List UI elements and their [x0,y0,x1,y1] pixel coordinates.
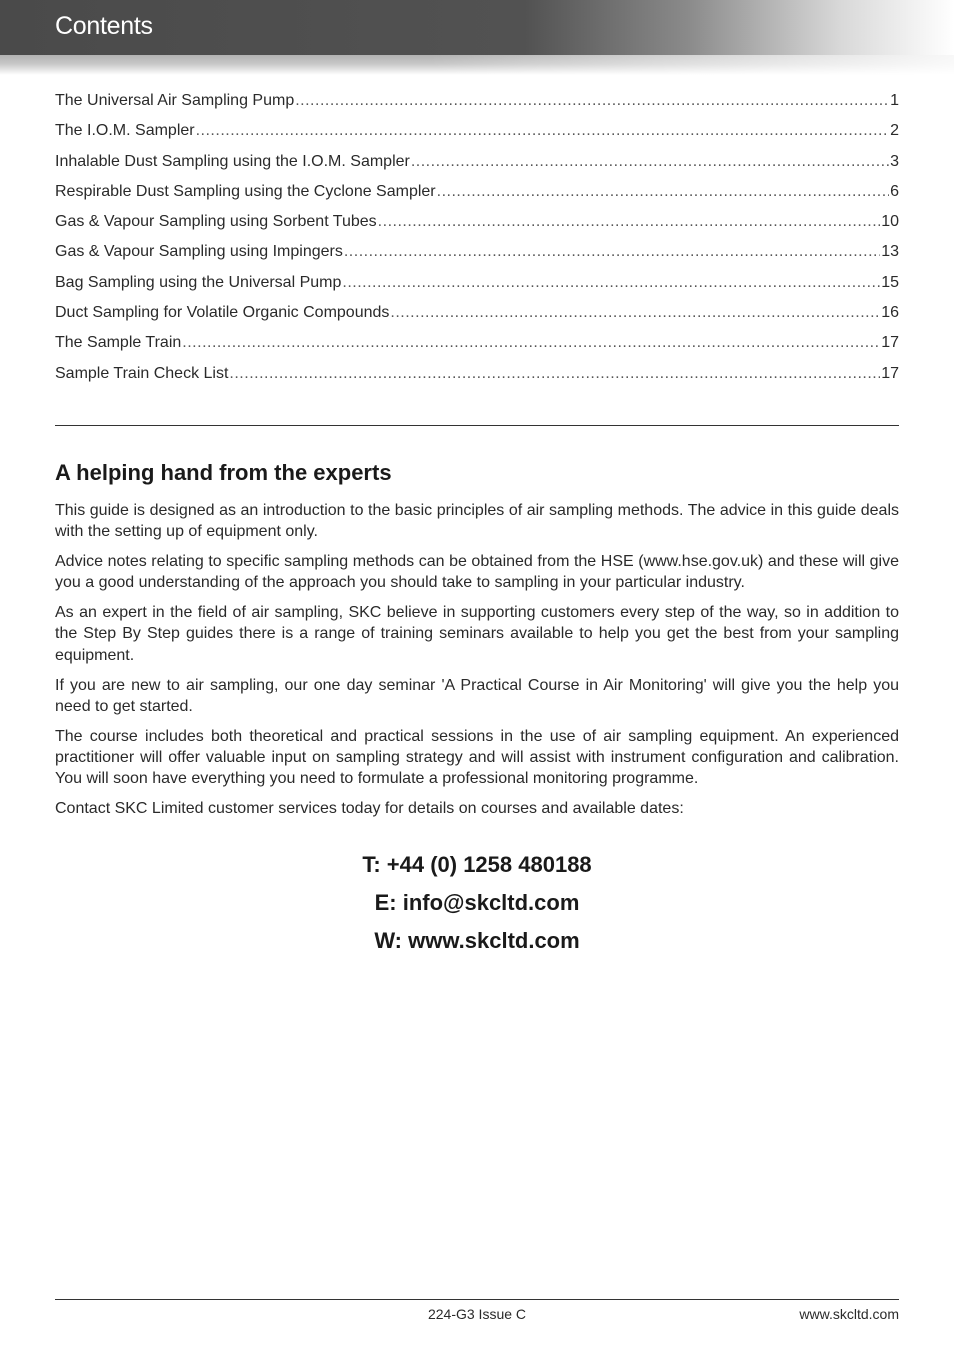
toc-entry-page: 15 [881,273,899,291]
footer-divider [55,1299,899,1300]
toc-entry-title: Gas & Vapour Sampling using Sorbent Tubes [55,213,377,231]
toc-entry[interactable] [55,183,899,213]
contact-block [55,848,899,962]
toc-entry[interactable] [55,365,899,395]
section-heading: A helping hand from the experts [55,460,392,485]
table-of-contents [55,92,899,395]
toc-entry-title: Respirable Dust Sampling using the Cyclone Sampler [55,182,436,200]
toc-dot-leader [342,274,880,292]
toc-dot-leader [378,213,881,231]
toc-entry-page: 6 [890,182,899,200]
toc-entry-page: 17 [881,334,899,352]
contact-email[interactable]: E: info@skcltd.com [374,890,580,915]
toc-dot-leader [411,153,889,171]
toc-dot-leader [295,92,889,110]
toc-entry-title: The I.O.M. Sampler [55,122,195,140]
toc-entry[interactable] [55,153,899,183]
toc-entry[interactable] [55,213,899,243]
toc-entry-title: Gas & Vapour Sampling using Impingers [55,243,343,261]
toc-dot-leader [182,334,880,352]
section-body [55,500,899,828]
toc-dot-leader [390,304,880,322]
toc-entry[interactable] [55,92,899,122]
footer-document-code: 224-G3 Issue C [427,1306,527,1322]
toc-entry-title: The Sample Train [55,334,182,352]
paragraph: If you are new to air sampling, our one day seminar 'A Practical Course in Air Monitoring' will give you the help you need to get started. [55,676,899,715]
toc-entry-page: 17 [881,364,899,382]
toc-dot-leader [229,365,880,383]
toc-entry[interactable] [55,243,899,273]
toc-entry[interactable] [55,274,899,304]
toc-entry-page: 2 [890,122,899,140]
toc-entry-title: Sample Train Check List [55,364,229,382]
toc-entry-page: 1 [890,92,899,109]
toc-entry-page: 10 [881,213,899,231]
toc-entry-title: The Universal Air Sampling Pump [55,92,295,109]
page-title: Contents [55,12,153,40]
toc-entry[interactable] [55,334,899,364]
section-divider [55,425,899,426]
toc-dot-leader [437,183,889,201]
toc-dot-leader [196,122,890,140]
toc-entry[interactable] [55,304,899,334]
footer-website-link[interactable]: www.skcltd.com [799,1306,899,1322]
toc-entry-page: 3 [890,152,899,170]
toc-entry-title: Duct Sampling for Volatile Organic Compounds [55,304,390,322]
toc-entry-title: Inhalable Dust Sampling using the I.O.M. Sampler [55,152,410,170]
paragraph: The course includes both theoretical and practical sessions in the use of air sampling equipment. An experienced practitioner will offer valuable input on sampling strategy and will assist with instrument configuration and calibration. You will soon have everything you need to formulate a professional monitoring programme. [55,727,899,788]
contact-phone[interactable]: T: +44 (0) 1258 480188 [362,852,592,877]
contact-website[interactable]: W: www.skcltd.com [374,928,580,953]
toc-entry[interactable] [55,122,899,152]
paragraph: Contact SKC Limited customer services today for details on courses and available dates: [55,800,684,818]
paragraph: This guide is designed as an introduction to the basic principles of air sampling methods. The advice in this guide deals with the setting up of equipment only. [55,502,899,541]
toc-entry-page: 13 [881,243,899,261]
header-accent-strip [0,55,954,75]
paragraph: As an expert in the field of air sampling, SKC believe in supporting customers every step of the way, so in addition to the Step By Step guides there is a range of training seminars available to help you get the best from your sampling equipment. [55,604,899,664]
paragraph: Advice notes relating to specific sampling methods can be obtained from the HSE (www.hse.gov.uk) and these will give you a good understanding of the approach you should take to sampling in your particular industry. [55,553,899,592]
toc-entry-title: Bag Sampling using the Universal Pump [55,273,342,291]
toc-dot-leader [344,243,880,261]
toc-entry-page: 16 [881,304,899,322]
